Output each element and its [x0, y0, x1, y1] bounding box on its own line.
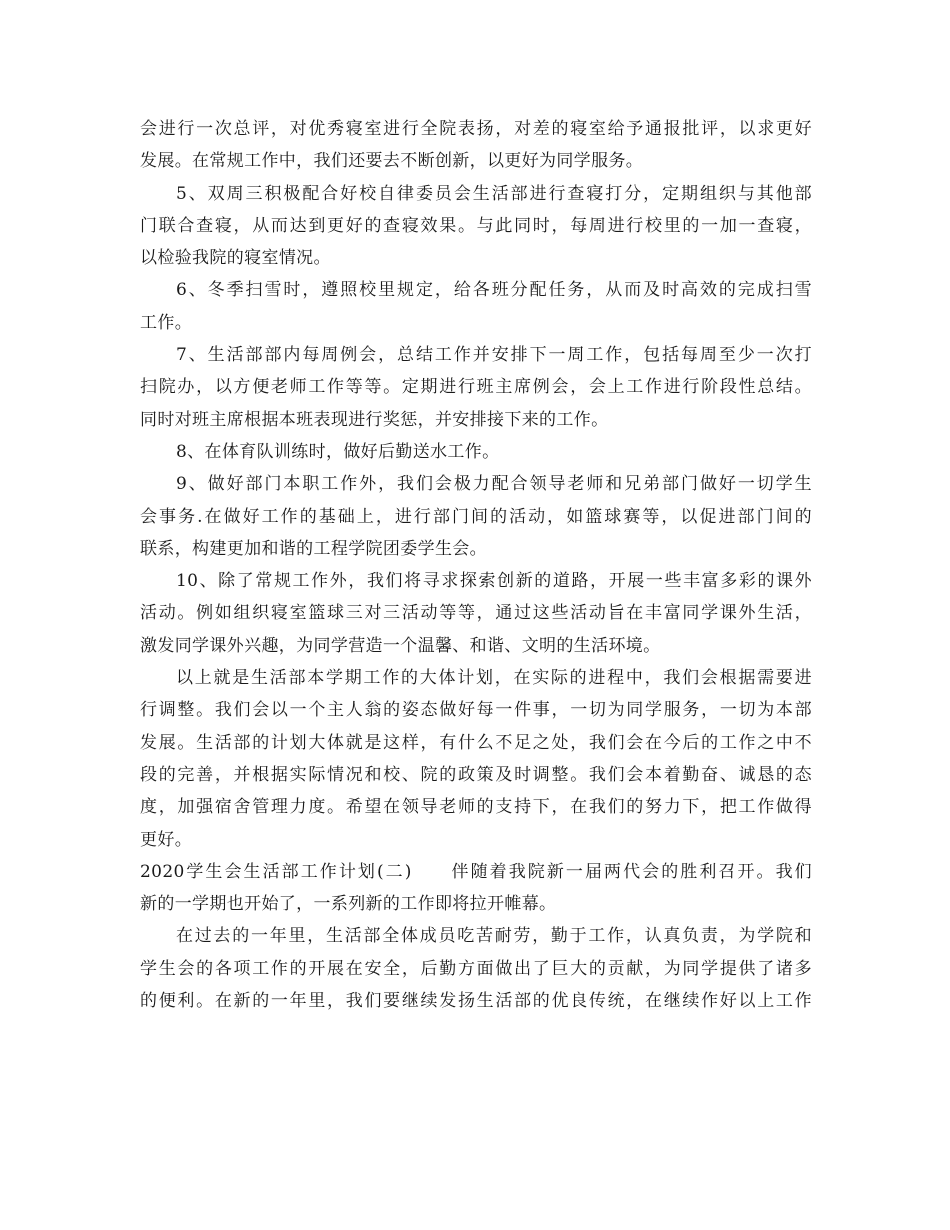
- text-line: 发展。生活部的计划大体就是这样，有什么不足之处，我们会在今后的工作之中不: [140, 732, 812, 753]
- document-body: [140, 113, 812, 1017]
- text-line: 学生会的各项工作的开展在安全，后勤方面做出了巨大的贡献，为同学提供了诸多: [140, 958, 812, 979]
- text-line: 的便利。在新的一年里，我们要继续发扬生活部的优良传统，在继续作好以上工作: [140, 991, 812, 1012]
- text-line: 8、在体育队训练时，做好后勤送水工作。: [176, 441, 500, 462]
- text-line: 以上就是生活部本学期工作的大体计划，在实际的进程中，我们会根据需要进: [176, 668, 812, 689]
- text-line: 7、生活部部内每周例会，总结工作并安排下一周工作，包括每周至少一次打: [176, 345, 812, 366]
- text-line: 新的一学期也开始了，一系列新的工作即将拉开帷幕。: [140, 894, 557, 915]
- text-line: 5、双周三积极配合好校自律委员会生活部进行查寝打分，定期组织与其他部: [176, 183, 812, 204]
- text-line: 联系，构建更加和谐的工程学院团委学生会。: [140, 538, 487, 559]
- text-line: 会事务.在做好工作的基础上，进行部门间的活动，如篮球赛等，以促进部门间的: [140, 506, 812, 527]
- section-heading-line: 2020学生会生活部工作计划(二) 伴随着我院新一届两代会的胜利召开。我们: [140, 861, 812, 882]
- text-line: 扫院办，以方便老师工作等等。定期进行班主席例会，会上工作进行阶段性总结。: [140, 377, 812, 398]
- text-line: 9、做好部门本职工作外，我们会极力配合领导老师和兄弟部门做好一切学生: [176, 474, 812, 495]
- text-line: 更好。: [140, 829, 193, 850]
- text-line: 以检验我院的寝室情况。: [140, 248, 331, 269]
- text-line: 在过去的一年里，生活部全体成员吃苦耐劳，勤于工作，认真负责，为学院和: [176, 926, 812, 947]
- text-line: 同时对班主席根据本班表现进行奖惩，并安排接下来的工作。: [140, 409, 609, 430]
- text-line: 会进行一次总评，对优秀寝室进行全院表扬，对差的寝室给予通报批评，以求更好: [140, 119, 812, 139]
- text-line: 发展。在常规工作中，我们还要去不断创新，以更好为同学服务。: [140, 151, 644, 172]
- text-line: 10、除了常规工作外，我们将寻求探索创新的道路，开展一些丰富多彩的课外: [176, 571, 812, 592]
- text-line: 工作。: [140, 312, 193, 333]
- text-line: 段的完善，并根据实际情况和校、院的政策及时调整。我们会本着勤奋、诚恳的态: [140, 764, 812, 785]
- text-line: 行调整。我们会以一个主人翁的姿态做好每一件事，一切为同学服务，一切为本部: [140, 700, 812, 721]
- text-line: 激发同学课外兴趣，为同学营造一个温馨、和谐、文明的生活环境。: [140, 635, 661, 656]
- text-line: 门联合查寝，从而达到更好的查寝效果。与此同时，每周进行校里的一加一查寝，: [140, 215, 812, 236]
- text-line: 6、冬季扫雪时，遵照校里规定，给各班分配任务，从而及时高效的完成扫雪: [176, 280, 812, 301]
- text-line: 活动。例如组织寝室篮球三对三活动等等，通过这些活动旨在丰富同学课外生活，: [140, 603, 812, 624]
- text-line: 度，加强宿舍管理力度。希望在领导老师的支持下，在我们的努力下，把工作做得: [140, 797, 812, 818]
